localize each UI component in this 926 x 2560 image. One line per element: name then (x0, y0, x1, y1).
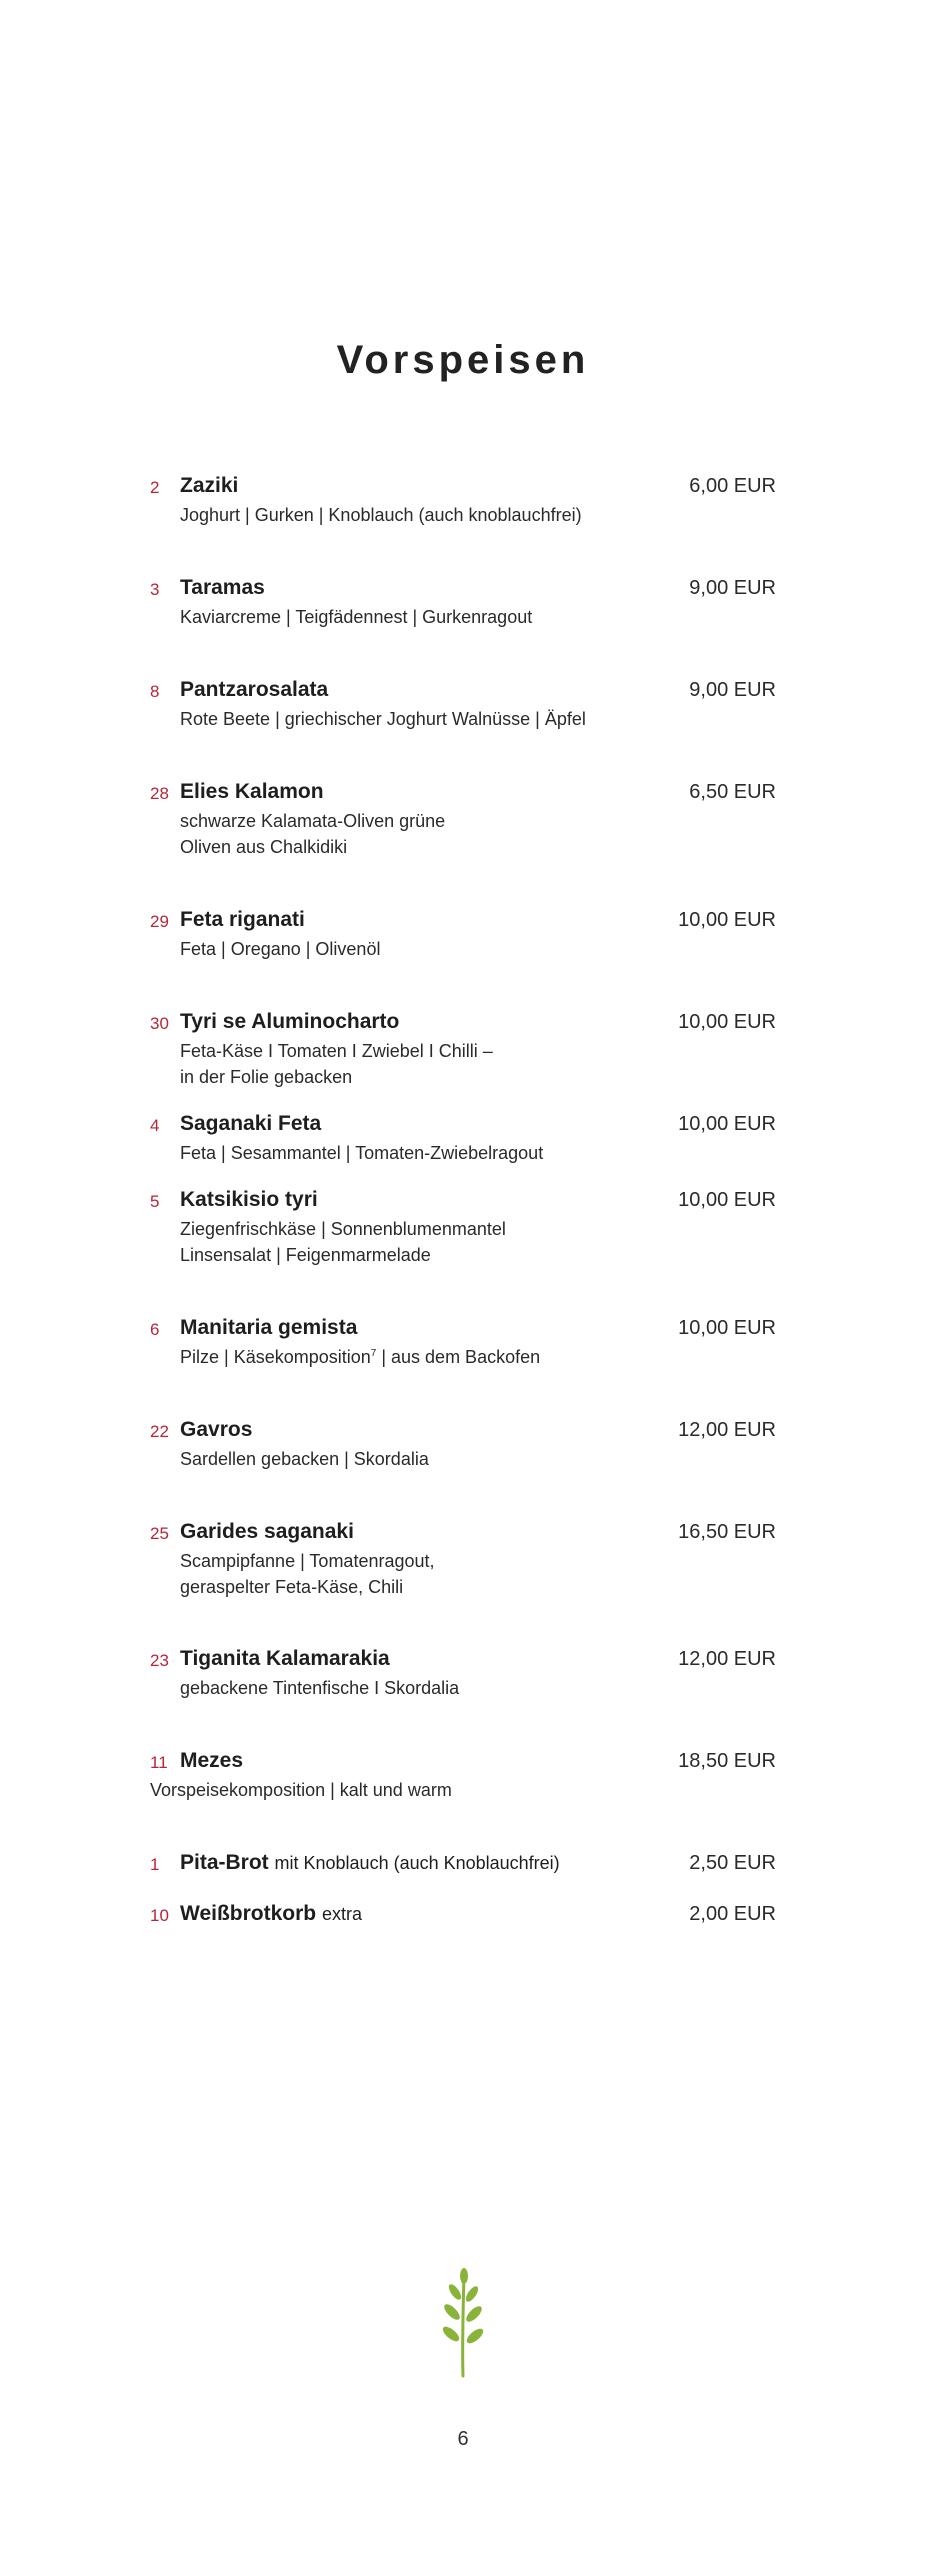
item-description: Rote Beete | griechischer Joghurt Walnüsse | Äpfel (180, 709, 586, 729)
item-price: 10,00 EUR (678, 1189, 776, 1211)
item-number: 11 (150, 1753, 168, 1772)
item-price: 12,00 EUR (678, 1419, 776, 1441)
item-name: Weißbrotkorb extra (180, 1902, 362, 1925)
item-name: Elies Kalamon (180, 780, 324, 803)
item-price: 18,50 EUR (678, 1750, 776, 1772)
item-name: Pita-Brot mit Knoblauch (auch Knoblauchfrei) (180, 1851, 560, 1874)
item-name: Katsikisio tyri (180, 1188, 318, 1211)
item-description: Sardellen gebacken | Skordalia (180, 1449, 429, 1469)
item-description: Ziegenfrischkäse | Sonnenblumenmantel Linsensalat | Feigenmarmelade (180, 1219, 506, 1265)
item-name: Tiganita Kalamarakia (180, 1647, 390, 1670)
item-price: 12,00 EUR (678, 1648, 776, 1670)
item-number: 5 (150, 1192, 160, 1211)
item-number: 23 (150, 1651, 169, 1670)
item-description: Scampipfanne | Tomatenragout, geraspelter Feta-Käse, Chili (180, 1551, 435, 1597)
item-price: 6,50 EUR (689, 781, 776, 803)
item-description: Feta | Oregano | Olivenöl (180, 939, 381, 959)
item-description: Joghurt | Gurken | Knoblauch (auch knoblauchfrei) (180, 505, 582, 525)
allergen-footnote: 7 (370, 1348, 377, 1359)
item-name: Taramas (180, 576, 265, 599)
item-price: 9,00 EUR (689, 679, 776, 701)
item-name: Gavros (180, 1418, 253, 1441)
item-number: 10 (150, 1906, 169, 1925)
page-number: 6 (457, 2428, 469, 2450)
item-description: gebackene Tintenfische I Skordalia (180, 1678, 460, 1698)
item-number: 22 (150, 1422, 169, 1441)
item-description: Feta | Sesammantel | Tomaten-Zwiebelragout (180, 1143, 544, 1163)
item-name: Manitaria gemista (180, 1316, 358, 1339)
item-suffix: extra (321, 1904, 362, 1924)
item-description: Kaviarcreme | Teigfädennest | Gurkenragout (180, 607, 533, 627)
item-description: Pilze | Käsekomposition$^7$ | aus dem Backofen (180, 1347, 541, 1367)
item-price: 2,00 EUR (689, 1903, 776, 1925)
item-name: Pantzarosalata (180, 678, 329, 701)
item-number: 30 (150, 1014, 169, 1033)
item-number: 1 (150, 1855, 160, 1874)
item-number: 6 (150, 1320, 160, 1339)
item-name: Tyri se Aluminocharto (180, 1010, 400, 1033)
item-suffix: mit Knoblauch (auch Knoblauchfrei) (274, 1853, 560, 1873)
item-name: Mezes (180, 1749, 244, 1772)
item-price: 2,50 EUR (689, 1852, 776, 1874)
item-price: 10,00 EUR (678, 1011, 776, 1033)
item-price: 16,50 EUR (678, 1521, 776, 1543)
item-number: 4 (150, 1116, 160, 1135)
item-description: schwarze Kalamata-Oliven grüne Oliven aus Chalkidiki (180, 811, 446, 857)
item-number: 8 (150, 682, 160, 701)
olive-branch-icon (438, 2268, 488, 2378)
item-number: 28 (150, 784, 169, 803)
item-number: 3 (150, 580, 160, 599)
item-number: 25 (150, 1524, 169, 1543)
page-title: Vorspeisen (336, 338, 590, 382)
item-description: Feta-Käse I Tomaten I Zwiebel I Chilli – in der Folie gebacken (180, 1041, 493, 1087)
item-price: 6,00 EUR (689, 475, 776, 497)
item-name: Garides saganaki (180, 1520, 354, 1543)
item-price: 9,00 EUR (689, 577, 776, 599)
item-name: Feta riganati (180, 908, 305, 931)
item-description: Vorspeisekomposition | kalt und warm (150, 1780, 452, 1800)
item-name: Saganaki Feta (180, 1112, 322, 1135)
item-name: Zaziki (180, 474, 239, 497)
item-price: 10,00 EUR (678, 1113, 776, 1135)
item-number: 2 (150, 478, 160, 497)
item-number: 29 (150, 912, 169, 931)
item-price: 10,00 EUR (678, 1317, 776, 1339)
item-price: 10,00 EUR (678, 909, 776, 931)
